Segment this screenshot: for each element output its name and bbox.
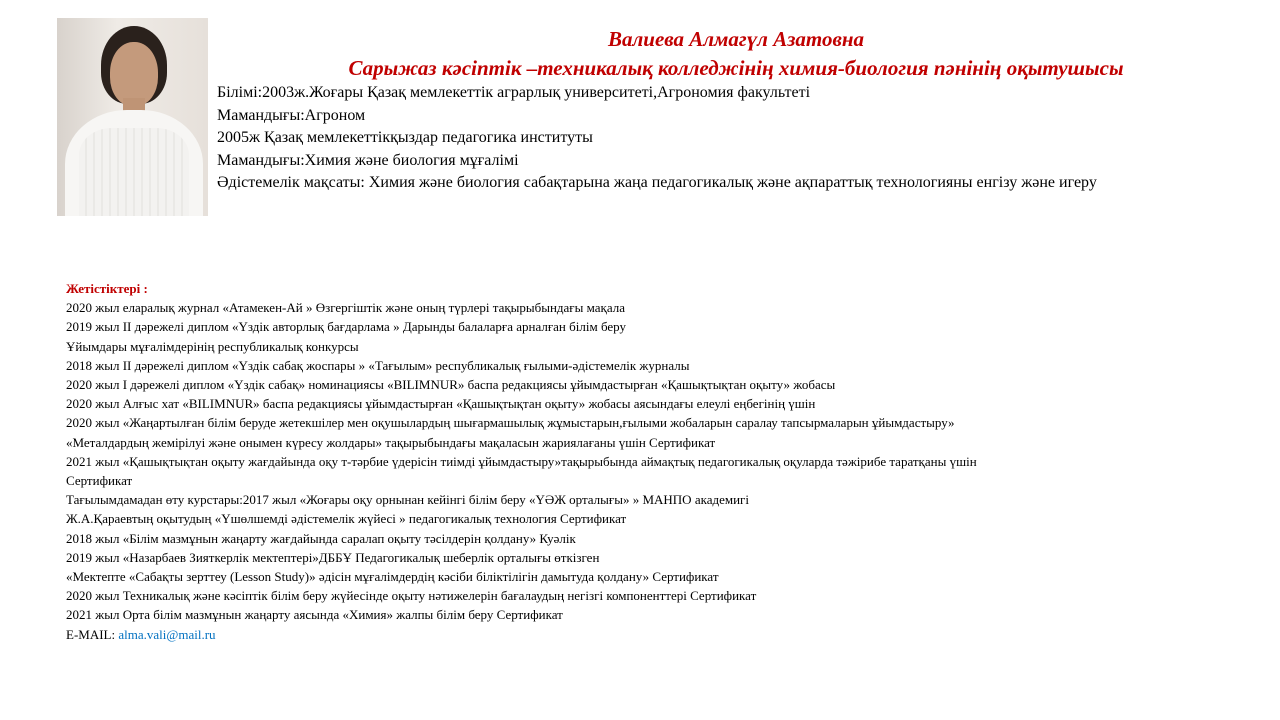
achievement-item: 2020 жыл Техникалық және кәсіптік білім беру жүйесінде оқыту нәтижелерін бағалаудың негізгі компоненттері Сертификат	[66, 588, 757, 604]
achievement-item: 2021 жыл «Қашықтықтан оқыту жағдайында оқу т-тәрбие үдерісін тиімді ұйымдастыру»тақырыбында аймақтық педагогикалық оқуларда тәжірибе таратқаны үшін	[66, 453, 977, 469]
teacher-position: Сарыжаз кәсіптік –техникалық колледжінің химия-биология пәнінің оқытушысы	[348, 56, 1124, 80]
info-line: Білімі:2003ж.Жоғары Қазақ мемлекеттік аграрлық университеті,Агрономия факультеті	[217, 84, 811, 101]
email-link[interactable]: alma.vali@mail.ru	[118, 626, 216, 642]
achievement-item: 2020 жыл Алғыс хат «BILIMNUR» баспа редакциясы ұйымдастырған «Қашықтықтан оқыту» жобасы аясындағы елеулі еңбегінің үшін	[66, 396, 816, 412]
achievement-item: 2019 жыл «Назарбаев Зияткерлік мектептері»ДББҰ Педагогикалық шеберлік орталығы өткізген	[66, 549, 600, 565]
education-info	[217, 82, 1277, 195]
info-line: Әдістемелік мақсаты: Химия және биология сабақтарына жаңа педагогикалық және ақпараттық технологияны енгізу және игеру	[217, 174, 1097, 191]
achievement-item: Ұйымдары мұғалімдерінің республикалық конкурсы	[66, 338, 359, 354]
info-line: Мамандығы:Агроном	[217, 106, 366, 124]
email-line	[66, 625, 1266, 644]
achievement-item: «Металдардың жемірілуі және онымен күресу жолдары» тақырыбындағы мақаласын жариялағаны үшін Сертификат	[66, 434, 716, 450]
achievement-item: 2021 жыл Орта білім мазмұнын жаңарту аясында «Химия» жалпы білім беру Сертификат	[66, 607, 563, 623]
achievement-item: 2020 жыл I дәрежелі диплом «Үздік сабақ» номинациясы «BILIMNUR» баспа редакциясы ұйымдастырған «Қашықтықтан оқыту» жобасы	[66, 377, 836, 393]
achievement-item: Ж.А.Қараевтың оқытудың «Үшөлшемді әдістемелік жүйесі » педагогикалық технология Сертификат	[66, 511, 627, 527]
teacher-name: Валиева Алмагүл Азатовна	[607, 27, 865, 51]
achievement-item: 2020 жыл еларалық журнал «Атамекен-Ай » Өзгергіштік және оның түрлері тақырыбындағы мақала	[66, 300, 625, 316]
achievement-item: 2019 жыл II дәрежелі диплом «Үздік авторлық бағдарлама » Дарынды балаларға арналған білім беру	[66, 319, 626, 335]
achievement-item: «Мектепте «Сабақты зерттеу (Lesson Study)» әдісін мұғалімдердің кәсіби біліктілігін дамытуда қолдану» Сертификат	[66, 569, 719, 585]
achievement-item: Сертификат	[66, 473, 133, 489]
achievements-title: Жетістіктері :	[66, 281, 148, 296]
info-line: Мамандығы:Химия және биология мұғалімі	[217, 151, 519, 169]
info-line: 2005ж Қазақ мемлекеттікқыздар педагогика институты	[217, 129, 593, 146]
achievement-item: Тағылымдамадан өту курстары:2017 жыл «Жоғары оқу орнынан кейінгі білім беру «ҮӘЖ орталығы» » МАНПО академигі	[66, 492, 749, 508]
achievement-item: 2018 жыл II дәрежелі диплом «Үздік сабақ жоспары » «Тағылым» республикалық ғылыми-әдістемелік журналы	[66, 357, 690, 373]
achievement-item: 2020 жыл «Жаңартылған білім беруде жетекшілер мен оқушылардың шығармашылық жұмыстарын,ғылыми жобаларын саралау тапсырмаларын ұйымдастыру»	[66, 415, 955, 431]
achievement-item: 2018 жыл «Білім мазмұнын жаңарту жағдайында саралап оқыту тәсілдерін қолдану» Куәлік	[66, 530, 576, 546]
email-label: E-MAIL:	[66, 626, 116, 642]
achievements-section	[66, 279, 1266, 644]
